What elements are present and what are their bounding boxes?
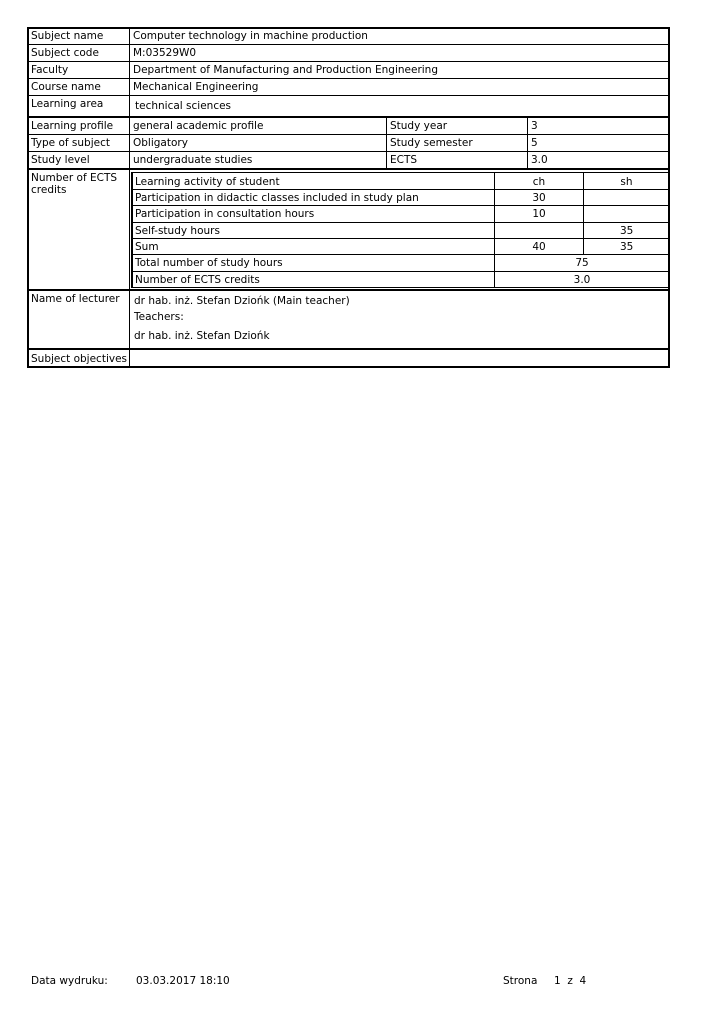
row-divider <box>28 289 669 291</box>
subject-name-label: Subject name <box>31 30 104 42</box>
row-divider <box>28 151 669 152</box>
ects-row-activity: Self-study hours <box>135 225 220 237</box>
ects-table-top-border <box>131 172 669 173</box>
row-divider <box>28 348 669 350</box>
learning-profile-value: general academic profile <box>133 120 264 132</box>
ects-row-sh: 35 <box>620 225 634 237</box>
ects-row-ch: 30 <box>532 192 546 204</box>
subject-name-value: Computer technology in machine production <box>133 30 368 42</box>
row-divider <box>28 168 669 170</box>
study-semester-label: Study semester <box>390 137 473 149</box>
page-label: Strona <box>503 975 538 987</box>
ects-table-row-divider <box>132 222 669 223</box>
ects-row-sh: 35 <box>620 241 634 253</box>
faculty-value: Department of Manufacturing and Production Engineering <box>133 64 438 76</box>
lecturer-label: Name of lecturer <box>31 293 120 305</box>
study-year-label: Study year <box>390 120 448 132</box>
ects-row-activity: Sum <box>135 241 159 253</box>
lecturer-main: dr hab. inż. Stefan Dziońk (Main teacher) <box>134 295 350 307</box>
ects-table-row-divider <box>132 205 669 206</box>
study-semester-value: 5 <box>531 137 538 149</box>
ects-label: ECTS <box>390 154 418 166</box>
course-name-value: Mechanical Engineering <box>133 81 259 93</box>
total-hours-value: 75 <box>575 257 589 269</box>
ects-row-ch: 10 <box>532 208 546 220</box>
profile-column-divider <box>527 117 528 169</box>
page-number: 1 z 4 <box>554 975 587 987</box>
row-divider <box>28 95 669 96</box>
study-level-value: undergraduate studies <box>133 154 253 166</box>
course-name-label: Course name <box>31 81 101 93</box>
ects-table-row-divider <box>132 254 669 255</box>
type-of-subject-value: Obligatory <box>133 137 188 149</box>
ects-row-activity: Participation in didactic classes included in study plan <box>135 192 419 204</box>
objectives-label: Subject objectives <box>31 353 128 365</box>
teachers-label: Teachers: <box>134 311 184 323</box>
print-date-label: Data wydruku: <box>31 975 108 987</box>
ects-table-row-divider <box>132 238 669 239</box>
total-hours-label: Total number of study hours <box>135 257 283 269</box>
ects-section-label-line1: Number of ECTS <box>31 172 118 184</box>
ects-header-sh: sh <box>620 176 633 188</box>
row-divider <box>28 44 669 45</box>
ects-section-label-line2: credits <box>31 184 67 196</box>
learning-profile-label: Learning profile <box>31 120 114 132</box>
ects-table-row-divider <box>132 189 669 190</box>
profile-column-divider <box>386 117 387 169</box>
type-of-subject-label: Type of subject <box>31 137 110 149</box>
ects-value: 3.0 <box>531 154 548 166</box>
ects-row-ch: 40 <box>532 241 546 253</box>
ects-credits-value: 3.0 <box>573 274 591 286</box>
ects-row-activity: Participation in consultation hours <box>135 208 315 220</box>
ects-credits-label: Number of ECTS credits <box>135 274 260 286</box>
teacher-name: dr hab. inż. Stefan Dziońk <box>134 330 270 342</box>
ects-table-row-divider <box>132 271 669 272</box>
learning-area-value: technical sciences <box>135 100 232 112</box>
study-level-label: Study level <box>31 154 90 166</box>
row-divider <box>28 116 669 118</box>
learning-area-label: Learning area <box>31 98 104 110</box>
ects-header-ch: ch <box>532 176 546 188</box>
row-divider <box>28 61 669 62</box>
ects-header-activity: Learning activity of student <box>135 176 280 188</box>
study-year-value: 3 <box>531 120 538 132</box>
print-date-value: 03.03.2017 18:10 <box>136 975 230 987</box>
faculty-label: Faculty <box>31 64 69 76</box>
ects-table-bottom-border <box>132 287 669 288</box>
row-divider <box>28 134 669 135</box>
subject-code-value: M:03529W0 <box>133 47 197 59</box>
subject-code-label: Subject code <box>31 47 99 59</box>
row-divider <box>28 78 669 79</box>
